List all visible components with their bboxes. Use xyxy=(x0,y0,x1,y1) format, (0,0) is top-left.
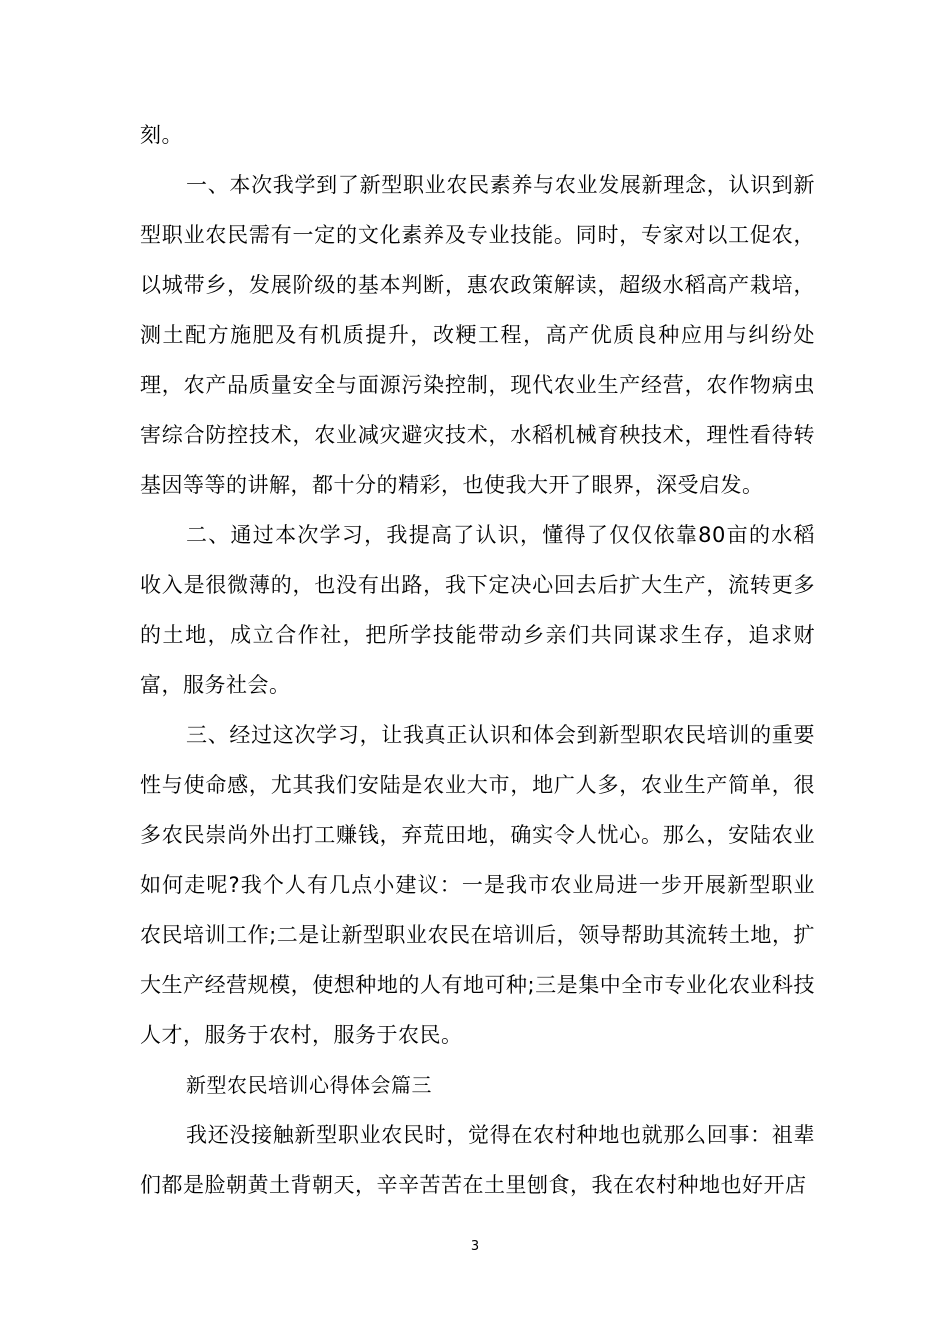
document-body xyxy=(140,110,815,1210)
paragraph-point-three: 三、经过这次学习，让我真正认识和体会到新型职农民培训的重要性与使命感，尤其我们安陆是农业大市，地广人多，农业生产简单，很多农民崇尚外出打工赚钱，弃荒田地，确实令人忧心。那么，安陆农业如何走呢?我个人有几点小建议：一是我市农业局进一步开展新型职业农民培训工作;二是让新型职业农民在培训后，领导帮助其流转土地，扩大生产经营规模，使想种地的人有地可种;三是集中全市专业化农业科技人才，服务于农村，服务于农民。 xyxy=(140,723,815,1047)
section-heading: 新型农民培训心得体会篇三 xyxy=(186,1073,432,1097)
paragraph-point-one: 一、本次我学到了新型职业农民素养与农业发展新理念，认识到新型职业农民需有一定的文化素养及专业技能。同时，专家对以工促农，以城带乡，发展阶级的基本判断，惠农政策解读，超级水稻高产栽培，测土配方施肥及有机质提升，改粳工程，高产优质良种应用与纠纷处理，农产品质量安全与面源污染控制，现代农业生产经营，农作物病虫害综合防控技术，农业减灾避灾技术，水稻机械育秧技术，理性看待转基因等等的讲解，都十分的精彩，也使我大开了眼界，深受启发。 xyxy=(140,173,815,497)
page-number: 3 xyxy=(470,1239,480,1254)
paragraph-point-two: 二、通过本次学习，我提高了认识，懂得了仅仅依靠80亩的水稻收入是很微薄的，也没有出路，我下定决心回去后扩大生产，流转更多的土地，成立合作社，把所学技能带动乡亲们共同谋求生存，追求财富，服务社会。 xyxy=(140,523,815,697)
paragraph-section-three-intro: 我还没接触新型职业农民时，觉得在农村种地也就那么回事：祖辈们都是脸朝黄土背朝天，辛辛苦苦在土里刨食，我在农村种地也好开店 xyxy=(140,1123,815,1197)
paragraph-continuation: 刻。 xyxy=(140,123,183,147)
